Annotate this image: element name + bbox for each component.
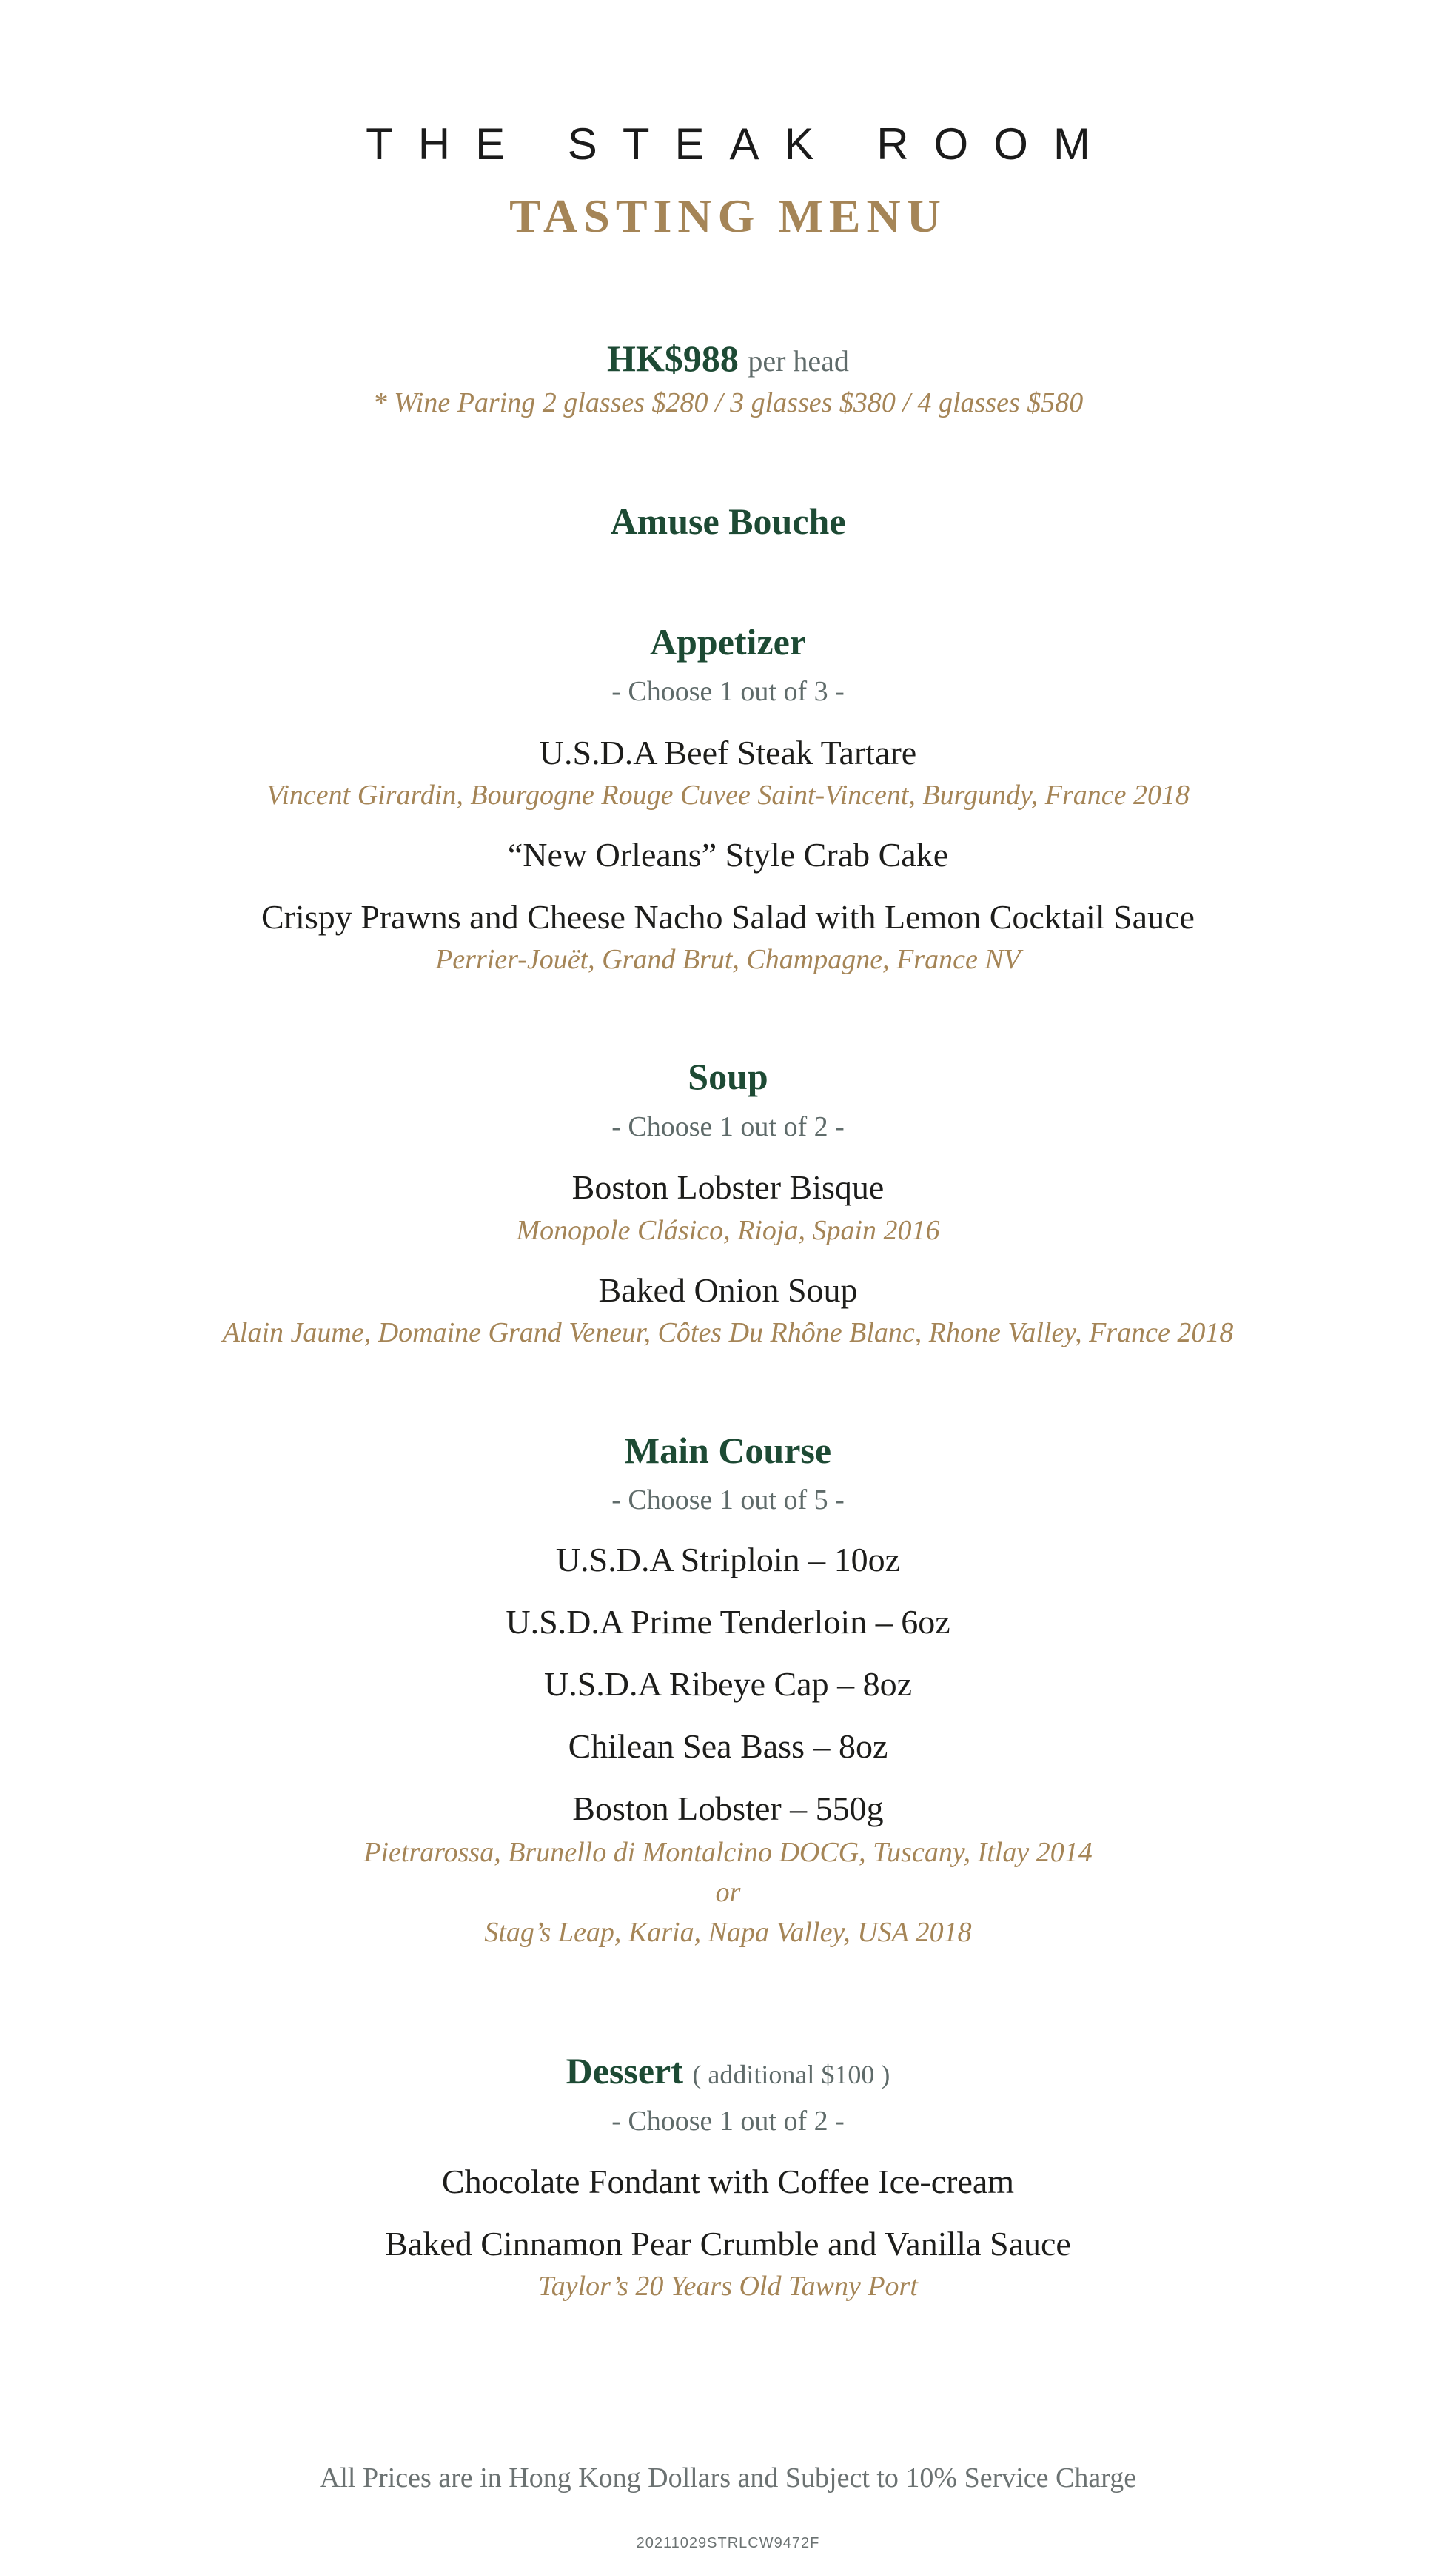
dessert-title-line: [0, 2049, 1456, 2092]
soup-choose-note: - Choose 1 out of 2 -: [611, 1111, 845, 1142]
soup-dish: Baked Onion Soup: [598, 1271, 858, 1309]
dessert-dish: Baked Cinnamon Pear Crumble and Vanilla Sauce: [385, 2225, 1071, 2263]
main-course-dish: U.S.D.A Prime Tenderloin – 6oz: [506, 1603, 950, 1641]
main-course-wine: Pietrarossa, Brunello di Montalcino DOCG, Tuscany, Itlay 2014: [363, 1837, 1093, 1868]
dessert-additional-price: ( additional $100 ): [692, 2060, 890, 2089]
price-line: [0, 337, 1456, 380]
dessert-dish: Chocolate Fondant with Coffee Ice-cream: [441, 2163, 1015, 2200]
soup-wine: Monopole Clásico, Rioja, Spain 2016: [516, 1215, 940, 1246]
soup-dish: Boston Lobster Bisque: [571, 1168, 885, 1206]
appetizer-wine: Perrier-Jouët, Grand Brut, Champagne, France NV: [435, 944, 1021, 975]
price-value: HK$988: [607, 338, 739, 379]
appetizer-dish: U.S.D.A Beef Steak Tartare: [539, 734, 917, 771]
main-course-dish: Boston Lobster – 550g: [572, 1789, 884, 1827]
section-title-soup: Soup: [688, 1056, 768, 1097]
main-course-choose-note: - Choose 1 out of 5 -: [611, 1484, 845, 1516]
main-course-dish: Chilean Sea Bass – 8oz: [568, 1727, 888, 1765]
main-course-wine-or: or: [715, 1877, 741, 1908]
appetizer-choose-note: - Choose 1 out of 3 -: [611, 676, 845, 707]
appetizer-wine: Vincent Girardin, Bourgogne Rouge Cuvee Saint-Vincent, Burgundy, France 2018: [266, 780, 1190, 811]
footer-service-charge-note: All Prices are in Hong Kong Dollars and Subject to 10% Service Charge: [319, 2462, 1137, 2494]
restaurant-name: THE STEAK ROOM: [366, 119, 1116, 169]
section-title-amuse-bouche: Amuse Bouche: [610, 500, 846, 542]
wine-pairing-note: * Wine Paring 2 glasses $280 / 3 glasses $380 / 4 glasses $580: [372, 387, 1084, 418]
soup-wine: Alain Jaume, Domaine Grand Veneur, Côtes Du Rhône Blanc, Rhone Valley, France 2018: [222, 1317, 1234, 1348]
menu-title: TASTING MENU: [509, 190, 947, 242]
section-title-main-course: Main Course: [624, 1430, 832, 1471]
main-course-dish: U.S.D.A Ribeye Cap – 8oz: [543, 1665, 912, 1703]
main-course-wine: Stag’s Leap, Karia, Napa Valley, USA 2018: [484, 1917, 972, 1948]
section-title-appetizer: Appetizer: [649, 621, 807, 663]
dessert-choose-note: - Choose 1 out of 2 -: [611, 2106, 845, 2137]
document-code: 20211029STRLCW9472F: [636, 2535, 820, 2551]
appetizer-dish: Crispy Prawns and Cheese Nacho Salad with Lemon Cocktail Sauce: [261, 898, 1195, 936]
dessert-wine: Taylor’s 20 Years Old Tawny Port: [538, 2271, 918, 2302]
price-per-head: per head: [748, 344, 849, 378]
main-course-dish: U.S.D.A Striploin – 10oz: [555, 1541, 901, 1578]
appetizer-dish: “New Orleans” Style Crab Cake: [507, 836, 949, 874]
section-title-dessert: Dessert: [566, 2050, 683, 2092]
